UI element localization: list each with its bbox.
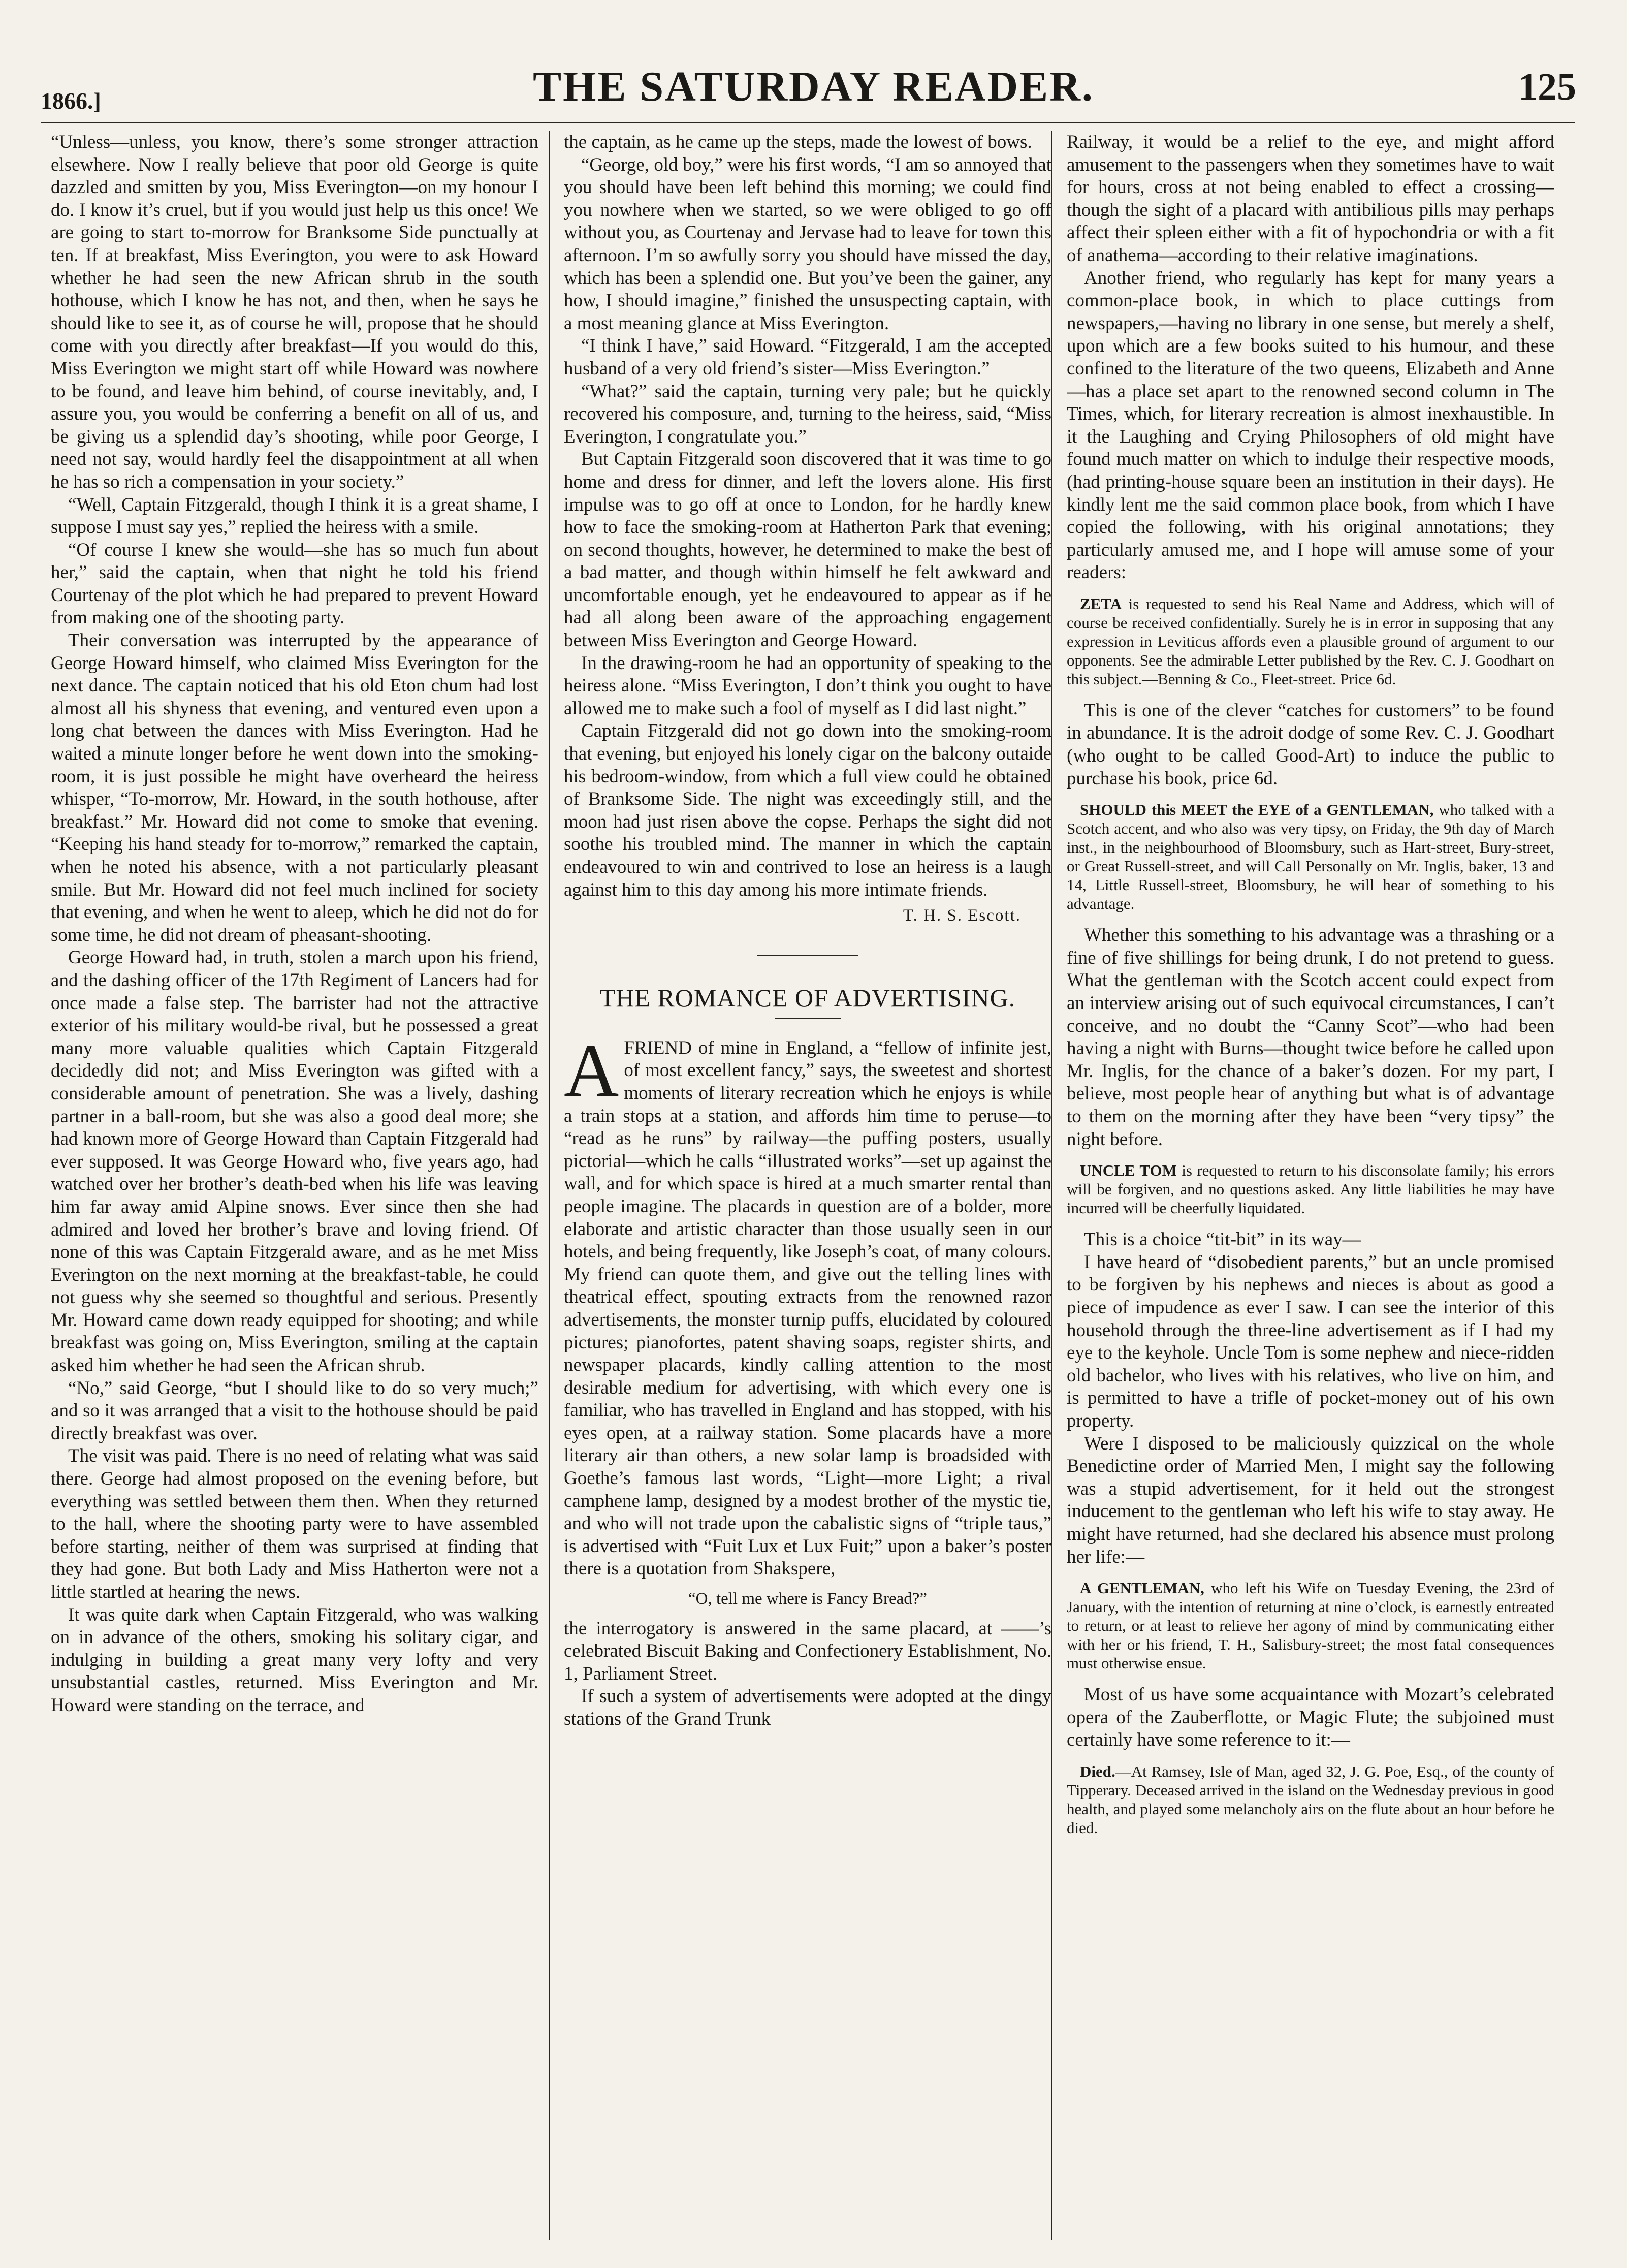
ad-lead: A GENTLEMAN,	[1080, 1579, 1204, 1597]
ad-text: is requested to send his Real Name and Address, which will of course be received confidentially. Surely he is in error in supposing that any expression in Leviticus affords even a plausible ground of argument to our opponents. See the admirable Letter published by the Rev. C. J. Goodhart on this subject.—Benning & Co., Fleet-street. Price 6d.	[1067, 594, 1554, 688]
paragraph: Their conversation was interrupted by the appearance of George Howard himself, who claimed Miss Everington for the next dance. The captain noticed that his old Eton chum had lost almost all his shyness that evening, and ventured even upon a long chat between the dances with Miss Everington. Had he waited a minute longer before he went down into the smoking-room, it is just possible he might have overheard the heiress whisper, “To-morrow, Mr. Howard, in the south hothouse, after breakfast.” Mr. Howard did not come to smoke that evening. “Keeping his hand steady for to-morrow,” remarked the captain, when he noted his absence, with a not particularly pleasant smile. But Mr. Howard did not feel much inclined for society that evening, and when he went to aleep, which he did not do for some time, he did not dream of pheasant-shooting.	[51, 630, 538, 946]
paragraph: This is a choice “tit-bit” in its way—	[1084, 1229, 1361, 1250]
ad-lead: ZETA	[1080, 594, 1122, 613]
advertisement-uncle-tom	[1067, 1161, 1554, 1217]
article-lead-paragraph	[564, 1028, 1051, 1581]
paragraph: If such a system of advertisements were adopted at the dingy stations of the Grand Trunk	[564, 1686, 1051, 1729]
heading-rule	[775, 1018, 841, 1019]
paragraph: Were I disposed to be maliciously quizzical on the whole Benedictine order of Married Men, I might say the following was a stupid advertisement, for it held out the strongest inducement to the gentleman who left his wife to stay away. He might have returned, had she declared his absence must prolong her life:—	[1067, 1433, 1554, 1567]
issue-date: 1866.]	[41, 88, 101, 114]
paragraph: This is one of the clever “catches for customers” to be found in abundance. It is the adroit dodge of some Rev. C. J. Goodhart (who ought to be called Good-Art) to induce the public to purchase his book, price 6d.	[1067, 700, 1554, 789]
quotation: “O, tell me where is Fancy Bread?”	[688, 1590, 928, 1609]
paragraph: “Well, Captain Fitzgerald, though I think it is a great shame, I suppose I must say yes,” replied the heiress with a smile.	[51, 494, 538, 538]
paragraph: Captain Fitzgerald did not go down into the smoking-room that evening, but enjoyed his lonely cigar on the balcony outaide his bedroom-window, from which a full view could he obtained of Branksome Side. The night was exceedingly still, and the moon had just risen above the copse. Perhaps the sight did not soothe his troubled mind. The manner in which the captain endeavoured to win and contrived to lose an heiress is a laugh against him to this day among his more intimate friends.	[564, 720, 1051, 900]
ad-text: who left his Wife on Tuesday Evening, the 23rd of January, with the intention of returning at nine o’clock, is earnestly entreated to return, or at least to relieve her agony of mind by communicating either with her or his friend, T. H., Salisbury-street; the most fatal consequences must otherwise ensue.	[1067, 1579, 1554, 1673]
ad-text: is requested to return to his disconsolate family; his errors will be forgiven, and no questions asked. Any little liabilities he may have incurred will be cheerfully liquidated.	[1067, 1161, 1554, 1217]
ad-text: who talked with a Scotch accent, and who also was very tipsy, on Friday, the 9th day of March inst., in the neighbourhood of Bloomsbury, such as Hart-street, Bury-street, or Great Russell-street, and will Call Personally on Mr. Inglis, baker, 13 and 14, Little Russell-street, Bloomsbury, he will hear of something to his advantage.	[1067, 801, 1554, 913]
ad-lead: SHOULD this MEET the EYE of a GENTLEMAN,	[1080, 801, 1434, 819]
paragraph: Another friend, who regularly has kept for many years a common-place book, in which to place cuttings from newspapers,—having no library in one sense, but merely a shelf, upon which are a few books suited to his humour, and these confined to the literature of the two queens, Elizabeth and Anne—has a place set apart to the renowned second column in The Times, which, for literary recreation is almost inexhaustible. In it the Laughing and Crying Philosophers of old might have found much matter on which to indulge their respective moods, (had printing-house square been an institution in their days). He kindly lent me the said common place book, from which I have copied the following, with his original annotations; they particularly amused me, and I hope will amuse some of your readers:	[1067, 267, 1554, 583]
column-1	[51, 131, 538, 1717]
column-2	[564, 131, 1051, 1731]
paragraph: “What?” said the captain, turning very pale; but he quickly recovered his composure, and, turning to the heiress, said, “Miss Everington, I congratulate you.”	[564, 381, 1051, 447]
advertisement-gentleman-scotch	[1067, 800, 1554, 913]
paragraph: the captain, as he came up the steps, made the lowest of bows.	[564, 132, 1032, 152]
paragraph: “Of course I knew she would—she has so much fun about her,” said the captain, when that night he told his friend Courtenay of the plot which he had prepared to prevent Howard from making one of the shooting party.	[51, 539, 538, 628]
paragraph: Railway, it would be a relief to the eye, and might afford amusement to the passengers when they sometimes have to wait for hours, cross at not being enabled to effect a crossing—though the sight of a placard with antibilious pills may perhaps affect their spleen either with a fit of hypochondria or with a fit of anathema—according to their relative imaginations.	[1067, 132, 1554, 266]
paragraph: The visit was paid. There is no need of relating what was said there. George had almost proposed on the evening before, but everything was settled between them then. When they returned to the hall, where the shooting party were to have assembled before starting, neither of them was surprised at finding that they had gone. But both Lady and Miss Hatherton were not a little startled at hearing the news.	[51, 1445, 538, 1602]
paragraph: Whether this something to his advantage was a thrashing or a fine of five shillings for being drunk, I do not pretend to guess. What the gentleman with the Scotch accent could expect from an interview arising out of such equivocal circumstances, I can’t conceive, and no doubt the “Canny Scot”—who had been having a night with Burns—thought twice before he called upon Mr. Inglis, for the chance of a baker’s dozen. For my part, I believe, most people hear of anything but what is of advantage to them on the morning after they have been “very tipsy” the night before.	[1067, 925, 1554, 1150]
column-3	[1067, 131, 1554, 1848]
paragraph: Most of us have some acquaintance with Mozart’s celebrated opera of the Zauberflotte, or Magic Flute; the subjoined must certainly have some reference to it:—	[1067, 1684, 1554, 1751]
paragraph: It was quite dark when Captain Fitzgerald, who was walking on in advance of the others, smoking his solitary cigar, and indulging in building a great many very lofty and very unsubstantial castles, returned. Miss Everington and Mr. Howard were standing on the terrace, and	[51, 1604, 538, 1716]
author-signature: T. H. S. Escott.	[903, 906, 1021, 925]
paragraph: I have heard of “disobedient parents,” but an uncle promised to be forgiven by his nephews and nieces is about as good a piece of impudence as ever I saw. I can see the interior of this household through the three-line advertisement as if I had my eye to the keyhole. Uncle Tom is some nephew and niece-ridden old bachelor, who lives with his relatives, who live on him, and is permitted to have a trifle of pocket-money out of his own property.	[1067, 1251, 1554, 1431]
column-divider	[549, 131, 550, 2240]
paragraph: the interrogatory is answered in the same placard, at ——’s celebrated Biscuit Baking and Confectionery Establishment, No. 1, Parliament Street.	[564, 1618, 1051, 1684]
death-notice	[1067, 1762, 1554, 1837]
paragraph: George Howard had, in truth, stolen a march upon his friend, and the dashing officer of the 17th Regiment of Lancers had for once made a false step. The barrister had not the attractive exterior of his military would-be rival, but he possessed a great many more valuable qualities which Captain Fitzgerald decidedly did not; and Miss Everington was gifted with a considerable amount of penetration. She was a lively, dashing partner in a ball-room, but she was also a good deal more; she had known more of George Howard than Captain Fitzgerald had ever supposed. It was George Howard who, five years ago, had watched over her brother’s death-bed when his life was leaving him far away amid Alpine snows. Ever since then she had admired and loved her brother’s brave and loving friend. Of none of this was Captain Fitzgerald aware, and as he met Miss Everington on the next morning at the breakfast-table, he could not guess why she seemed so thoughtful and serious. Presently Mr. Howard came down ready equipped for shooting; and while breakfast was going on, Miss Everington, smiling at the captain asked him whether he had seen the African shrub.	[51, 947, 538, 1376]
publication-title: THE SATURDAY READER.	[533, 63, 1094, 110]
paragraph: “No,” said George, “but I should like to do so very much;” and so it was arranged that a visit to the hothouse should be paid directly breakfast was over.	[51, 1377, 538, 1444]
column-divider	[1051, 131, 1052, 2240]
article-heading: THE ROMANCE OF ADVERTISING.	[599, 983, 1016, 1012]
section-rule	[757, 955, 858, 956]
ad-lead: Died.	[1080, 1762, 1115, 1780]
advertisement-gentleman-wife	[1067, 1579, 1554, 1673]
drop-cap: A	[564, 1028, 619, 1113]
ad-lead: UNCLE TOM	[1080, 1161, 1177, 1180]
page-number: 125	[1518, 66, 1576, 108]
paragraph: “George, old boy,” were his first words, “I am so annoyed that you should have been left behind this morning; we could find you nowhere when we started, so we were obliged to go off without you, as Courtenay and Jervase had to leave for town this afternoon. I’m so awfully sorry you should have missed the day, which has been a splendid one. But you’ve been the gainer, any how, I should imagine,” finished the unsuspecting captain, with a most meaning glance at Miss Everington.	[564, 154, 1051, 334]
lead-text: FRIEND of mine in England, a “fellow of infinite jest, of most excellent fancy,” says, the sweetest and shortest moments of literary recreation which he enjoys is while a train stops at a station, and affords him time to peruse—to “read as he runs” by railway—the puffing posters, usually pictorial—which he calls “illustrated works”—set up against the wall, and for which space is hired at a much smarter rental than people imagine. The placards in question are of a bolder, more elaborate and artistic character than those usually seen in our hotels, and being frequently, like Joseph’s coat, of many colours. My friend can quote them, and give out the telling lines with theatrical effect, spouting extracts from the renowned razor advertisements, the monster turnip puffs, elucidated by coloured pictures; pianofortes, patent shaving soaps, register shirts, and newspaper placards, kindly calling attention to the most desirable medium for advertising, with which every one is familiar, who has travelled in England and has stopped, with his eyes open, at a railway station. Some placards have a more literary air than others, a new solar lamp is broadsided with Goethe’s famous last words, “Light—more Light; a rival camphene lamp, designed by a modest brother of the mystic tie, and who will not trade upon the cabalistic signs of “triple taus,” is advertised with “Fuit Lux et Lux Fuit;” upon a baker’s poster there is a quotation from Shakspere,	[564, 1037, 1051, 1580]
masthead	[0, 62, 1627, 118]
paragraph: In the drawing-room he had an opportunity of speaking to the heiress alone. “Miss Everington, I don’t think you ought to have allowed me to make such a fool of myself as I did last night.”	[564, 652, 1051, 719]
paragraph: “I think I have,” said Howard. “Fitzgerald, I am the accepted husband of a very old friend’s sister—Miss Everington.”	[564, 335, 1051, 379]
advertisement-zeta	[1067, 594, 1554, 688]
paragraph: But Captain Fitzgerald soon discovered that it was time to go home and dress for dinner, and left the lovers alone. His first impulse was to go off at once to London, for he hardly knew how to face the smoking-room at Hatherton Park that evening; on second thoughts, however, he determined to make the best of a bad matter, and though within himself he felt awkward and uncomfortable enough, yet he endeavoured to appear as if he had all along been aware of the approaching engagement between Miss Everington and George Howard.	[564, 449, 1051, 651]
ad-text: —At Ramsey, Isle of Man, aged 32, J. G. Poe, Esq., of the county of Tipperary. Deceased arrived in the island on the Wednesday previous in good health, and played some melancholy airs on the flute about an hour before he died.	[1067, 1762, 1554, 1837]
paragraph: “Unless—unless, you know, there’s some stronger attraction elsewhere. Now I really believe that poor old George is quite dazzled and smitten by you, Miss Everington—on my honour I do. I know it’s cruel, but if you would just help us this once! We are going to start to-morrow for Branksome Side punctually at ten. If at breakfast, Miss Everington, you were to ask Howard whether he had seen the new African shrub in the south hothouse, which I know he has not, and then, when he says he should like to see it, as of course he will, propose that he should come with you directly after breakfast—If you would do this, Miss Everington we might start off while Howard was nowhere to be found, and leave him behind, of course inevitably, and, I assure you, you would be conferring a benefit on all of us, and be giving us a splendid day’s shooting, while poor George, I need not say, would hardly feel the disappointment at all when he has so rich a compensation in your society.”	[51, 132, 538, 492]
masthead-rule	[41, 122, 1575, 123]
